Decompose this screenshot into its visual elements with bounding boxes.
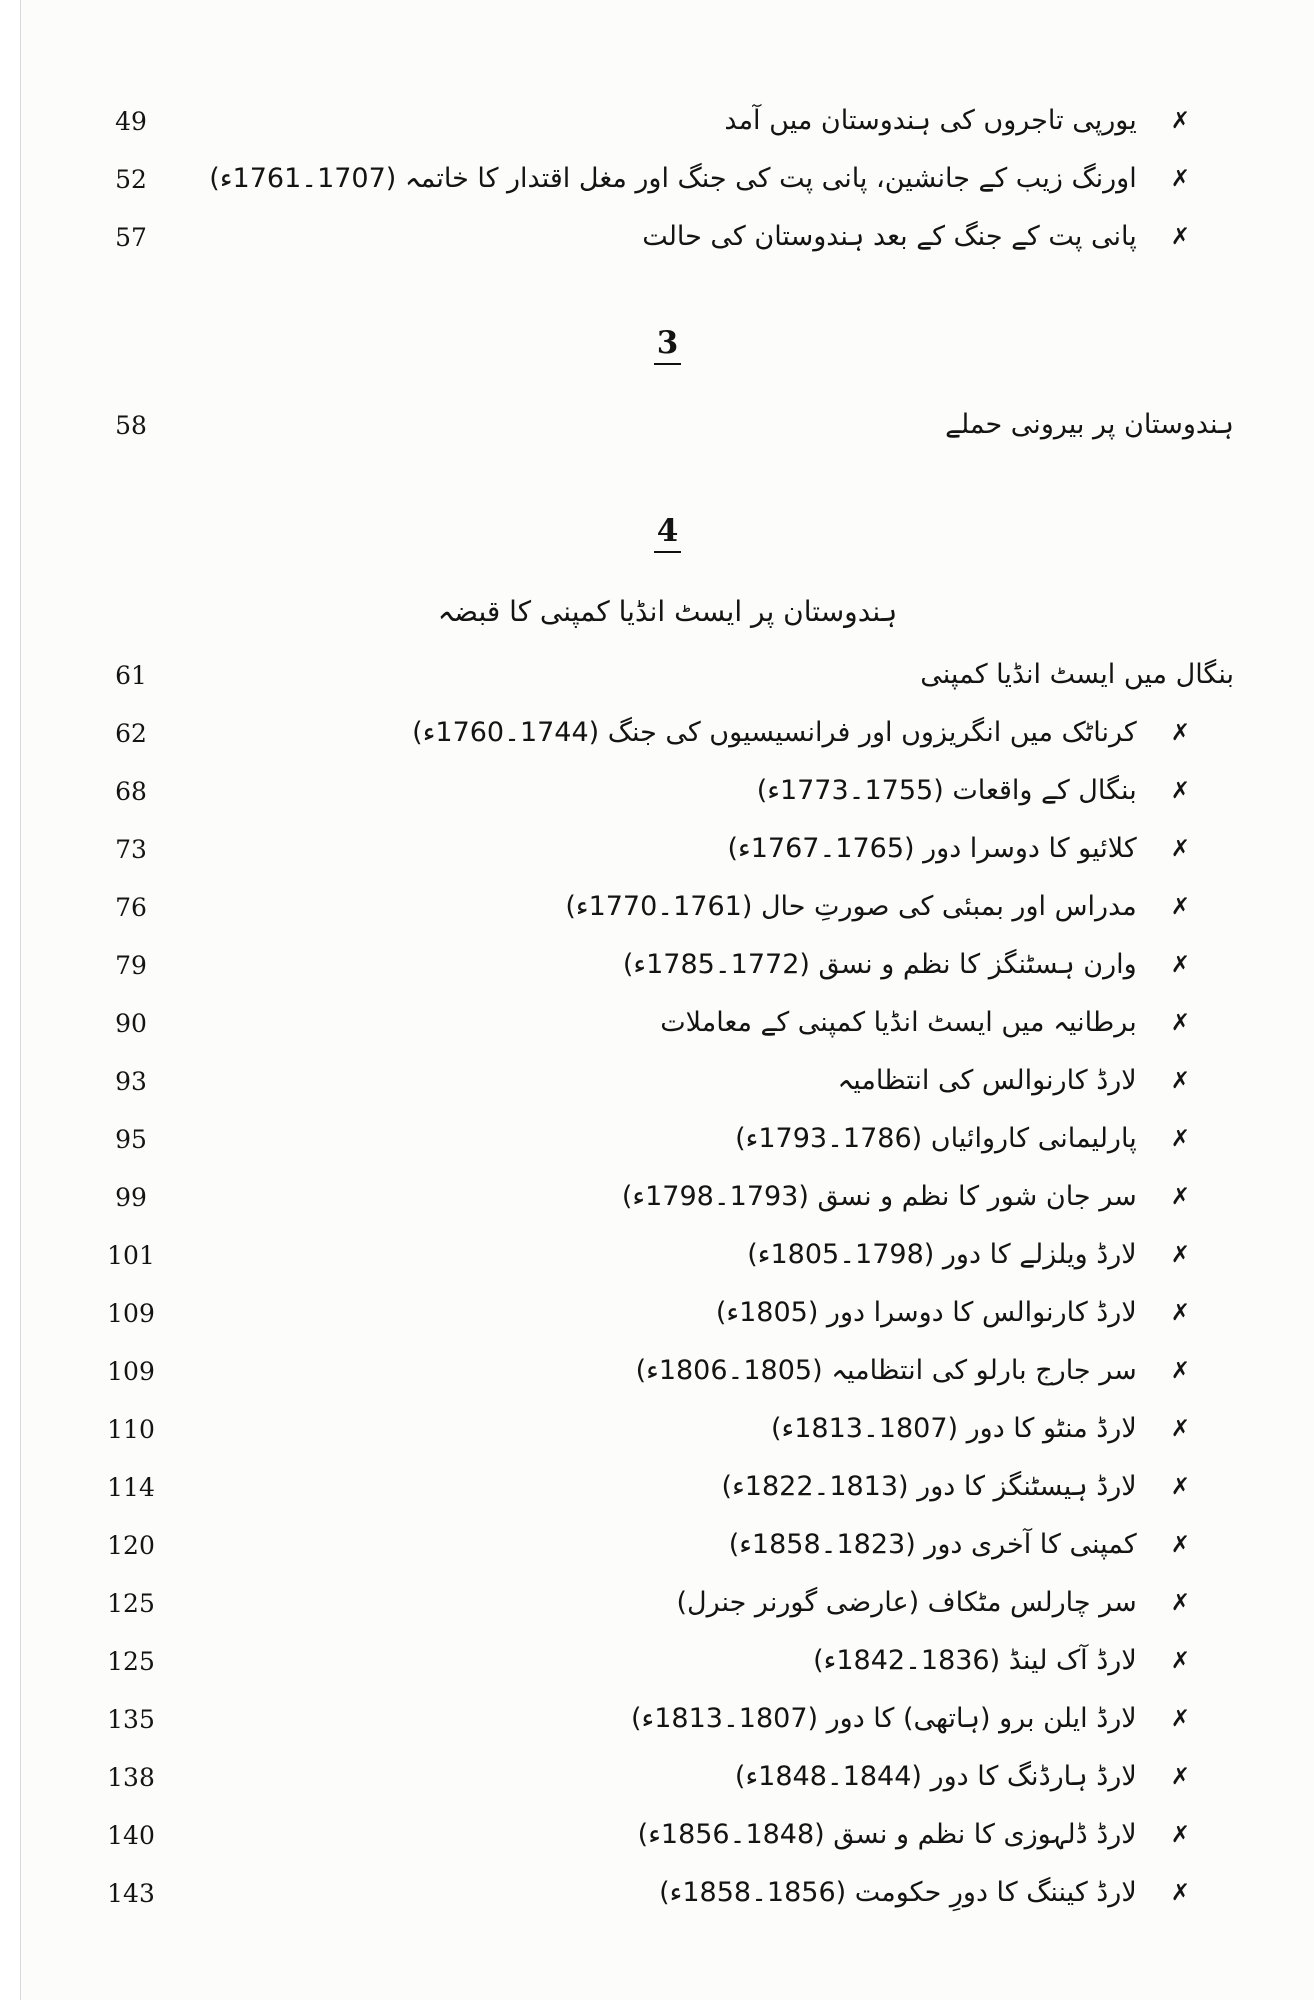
page-number: 140: [107, 1820, 155, 1850]
entry-title: بنگال کے واقعات (1755۔1773ء): [756, 775, 1137, 807]
entry-body: [161, 1064, 1314, 1098]
toc-section-head-row: [21, 396, 1314, 454]
x-bullet-icon: ✗: [1170, 165, 1190, 192]
entry-title: سر چارلس مٹکاف (عارضی گورنر جنرل): [676, 1587, 1137, 1619]
x-bullet-icon: ✗: [1170, 835, 1190, 862]
entry-body: [161, 1702, 1314, 1736]
x-bullet-icon: ✗: [1170, 1531, 1190, 1558]
page-number: 58: [115, 410, 147, 440]
entry-title: لارڈ ڈلہوزی کا نظم و نسق (1848۔1856ء): [637, 1819, 1137, 1851]
entry-title: لارڈ منٹو کا دور (1807۔1813ء): [771, 1413, 1137, 1445]
page-number: 62: [115, 718, 147, 748]
entry-body: [161, 716, 1314, 750]
toc-entry-row: [21, 762, 1314, 820]
x-bullet-icon: ✗: [1170, 1415, 1190, 1442]
entry-title: لارڈ ویلزلے کا دور (1798۔1805ء): [747, 1239, 1137, 1271]
page-number: 120: [107, 1530, 155, 1560]
chapter-number-row: [21, 320, 1314, 396]
x-bullet-icon: ✗: [1170, 1473, 1190, 1500]
x-bullet-icon: ✗: [1170, 1589, 1190, 1616]
entry-title: پارلیمانی کاروائیاں (1786۔1793ء): [735, 1123, 1137, 1155]
entry-body: [161, 1412, 1314, 1446]
page-number: 109: [107, 1298, 155, 1328]
entry-body: [161, 408, 1314, 442]
toc-entry-row: [21, 1168, 1314, 1226]
toc-entry-row: [21, 1226, 1314, 1284]
page-number: 135: [107, 1704, 155, 1734]
toc-entry-row: [21, 878, 1314, 936]
page-number: 57: [115, 222, 147, 252]
toc-entry-row: [21, 1806, 1314, 1864]
page-number: 52: [115, 164, 147, 194]
entry-body: [161, 220, 1314, 254]
section-head-title: ہندوستان پر بیرونی حملے: [945, 409, 1234, 441]
page-number: 68: [115, 776, 147, 806]
page-number: 125: [107, 1588, 155, 1618]
page-number: 110: [107, 1414, 155, 1444]
entry-title: پانی پت کے جنگ کے بعد ہندوستان کی حالت: [642, 221, 1137, 253]
x-bullet-icon: ✗: [1170, 1879, 1190, 1906]
entry-title: وارن ہسٹنگز کا نظم و نسق (1772۔1785ء): [622, 949, 1137, 981]
entry-title: مدراس اور بمبئی کی صورتِ حال (1761۔1770ء): [565, 891, 1137, 923]
page-left-edge: [0, 0, 21, 2000]
page-number: 125: [107, 1646, 155, 1676]
chapter-number-row: [21, 508, 1314, 584]
x-bullet-icon: ✗: [1170, 1241, 1190, 1268]
entry-title: لارڈ ہارڈنگ کا دور (1844۔1848ء): [734, 1761, 1137, 1793]
page-number: 99: [115, 1182, 147, 1212]
entry-body: [161, 1528, 1314, 1562]
x-bullet-icon: ✗: [1170, 1067, 1190, 1094]
entry-title: سر جان شور کا نظم و نسق (1793۔1798ء): [621, 1181, 1137, 1213]
table-of-contents: [21, 0, 1314, 1922]
chapter-number: 3: [654, 320, 682, 365]
toc-entry-row: [21, 1342, 1314, 1400]
x-bullet-icon: ✗: [1170, 1821, 1190, 1848]
entry-body: [161, 1470, 1314, 1504]
entry-body: [161, 1122, 1314, 1156]
entry-body: [161, 890, 1314, 924]
page-number: 138: [107, 1762, 155, 1792]
toc-entry-row: [21, 820, 1314, 878]
toc-entry-row: [21, 704, 1314, 762]
entry-title: لارڈ کارنوالس کا دوسرا دور (1805ء): [715, 1297, 1137, 1329]
x-bullet-icon: ✗: [1170, 1009, 1190, 1036]
entry-body: [161, 774, 1314, 808]
entry-title: یورپی تاجروں کی ہندوستان میں آمد: [724, 105, 1137, 137]
chapter-subtitle-row: [21, 584, 1314, 646]
chapter-number: 4: [654, 508, 682, 553]
toc-entry-row: [21, 1574, 1314, 1632]
page-number: 101: [107, 1240, 155, 1270]
entry-body: [161, 1296, 1314, 1330]
entry-title: لارڈ کیننگ کا دورِ حکومت (1856۔1858ء): [659, 1877, 1137, 1909]
toc-entry-row: [21, 1516, 1314, 1574]
entry-body: [161, 832, 1314, 866]
x-bullet-icon: ✗: [1170, 1357, 1190, 1384]
toc-entry-row: [21, 92, 1314, 150]
entry-title: کلائیو کا دوسرا دور (1765۔1767ء): [727, 833, 1137, 865]
section-head-title: بنگال میں ایسٹ انڈیا کمپنی: [920, 659, 1234, 691]
entry-body: [161, 1006, 1314, 1040]
page-number: 49: [115, 106, 147, 136]
x-bullet-icon: ✗: [1170, 1763, 1190, 1790]
page-number: 90: [115, 1008, 147, 1038]
entry-body: [161, 1180, 1314, 1214]
toc-entry-row: [21, 1748, 1314, 1806]
page-number: 73: [115, 834, 147, 864]
entry-body: [161, 1818, 1314, 1852]
page-number: 143: [107, 1878, 155, 1908]
x-bullet-icon: ✗: [1170, 951, 1190, 978]
toc-entry-row: [21, 1632, 1314, 1690]
entry-title: سر جارج بارلو کی انتظامیہ (1805۔1806ء): [635, 1355, 1137, 1387]
chapter-subtitle: ہندوستان پر ایسٹ انڈیا کمپنی کا قبضہ: [437, 595, 898, 628]
toc-entry-row: [21, 1690, 1314, 1748]
x-bullet-icon: ✗: [1170, 1183, 1190, 1210]
entry-body: [161, 658, 1314, 692]
entry-title: اورنگ زیب کے جانشین، پانی پت کی جنگ اور مغل اقتدار کا خاتمہ (1707۔1761ء): [209, 163, 1137, 195]
entry-body: [161, 948, 1314, 982]
entry-title: برطانیہ میں ایسٹ انڈیا کمپنی کے معاملات: [660, 1007, 1137, 1039]
toc-entry-row: [21, 1284, 1314, 1342]
entry-title: لارڈ کارنوالس کی انتظامیہ: [837, 1065, 1137, 1097]
x-bullet-icon: ✗: [1170, 777, 1190, 804]
x-bullet-icon: ✗: [1170, 893, 1190, 920]
x-bullet-icon: ✗: [1170, 1647, 1190, 1674]
x-bullet-icon: ✗: [1170, 1705, 1190, 1732]
entry-body: [161, 162, 1314, 196]
x-bullet-icon: ✗: [1170, 1299, 1190, 1326]
entry-body: [161, 1354, 1314, 1388]
x-bullet-icon: ✗: [1170, 719, 1190, 746]
toc-entry-row: [21, 1110, 1314, 1168]
page-number: 93: [115, 1066, 147, 1096]
entry-body: [161, 1876, 1314, 1910]
x-bullet-icon: ✗: [1170, 1125, 1190, 1152]
toc-entry-row: [21, 1458, 1314, 1516]
entry-title: کمپنی کا آخری دور (1823۔1858ء): [728, 1529, 1137, 1561]
entry-body: [161, 1238, 1314, 1272]
entry-body: [161, 104, 1314, 138]
x-bullet-icon: ✗: [1170, 107, 1190, 134]
page-number: 95: [115, 1124, 147, 1154]
toc-entry-row: [21, 150, 1314, 208]
page-number: 109: [107, 1356, 155, 1386]
entry-title: لارڈ آک لینڈ (1836۔1842ء): [813, 1645, 1137, 1677]
toc-entry-row: [21, 1400, 1314, 1458]
toc-entry-row: [21, 1052, 1314, 1110]
toc-section-head-row: [21, 646, 1314, 704]
page-number: 61: [115, 660, 147, 690]
entry-title: لارڈ ایلن برو (ہاتھی) کا دور (1807۔1813ء): [631, 1703, 1137, 1735]
x-bullet-icon: ✗: [1170, 223, 1190, 250]
page-number: 76: [115, 892, 147, 922]
toc-entry-row: [21, 208, 1314, 266]
page-number: 79: [115, 950, 147, 980]
entry-body: [161, 1644, 1314, 1678]
entry-title: لارڈ ہیسٹنگز کا دور (1813۔1822ء): [721, 1471, 1137, 1503]
page-number: 114: [107, 1472, 155, 1502]
entry-title: کرناٹک میں انگریزوں اور فرانسیسیوں کی جنگ (1744۔1760ء): [412, 717, 1137, 749]
entry-body: [161, 1586, 1314, 1620]
toc-entry-row: [21, 994, 1314, 1052]
toc-entry-row: [21, 1864, 1314, 1922]
toc-entry-row: [21, 936, 1314, 994]
entry-body: [161, 1760, 1314, 1794]
